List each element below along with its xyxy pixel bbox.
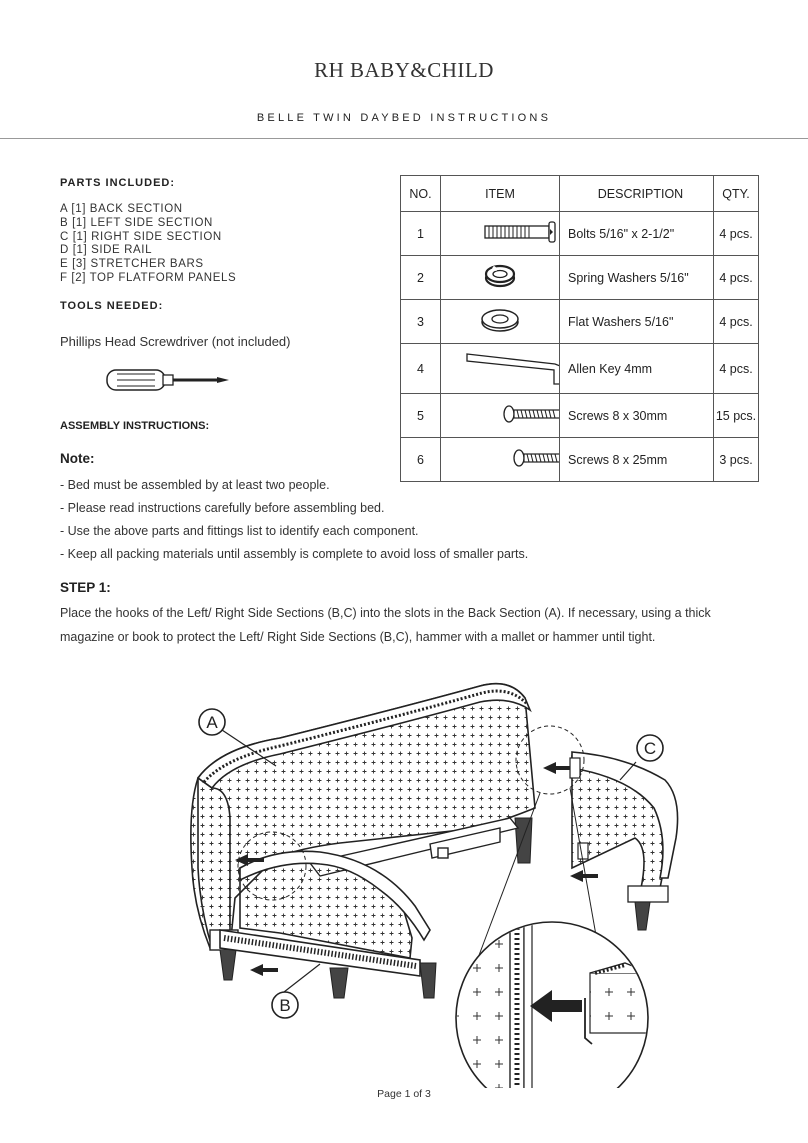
bolt-icon — [441, 212, 559, 252]
parts-included-heading: PARTS INCLUDED: — [60, 177, 176, 189]
tools-needed-heading: TOOLS NEEDED: — [60, 300, 164, 312]
document-title: BELLE TWIN DAYBED INSTRUCTIONS — [256, 112, 552, 124]
header-item: ITEM — [441, 176, 560, 212]
table-row — [401, 212, 759, 256]
row-item — [441, 344, 560, 394]
row-description: Screws 8 x 25mm — [560, 438, 714, 482]
tool-text: Phillips Head Screwdriver (not included) — [60, 334, 291, 349]
screw-30mm-icon — [441, 394, 559, 434]
row-qty: 4 pcs. — [714, 256, 759, 300]
row-qty: 4 pcs. — [714, 212, 759, 256]
table-row — [401, 300, 759, 344]
step-1-heading: STEP 1: — [60, 580, 111, 595]
brand-logo: RH BABY&CHILD — [314, 58, 494, 82]
list-item: D [1] SIDE RAIL — [60, 244, 153, 257]
row-no: 3 — [401, 300, 441, 344]
assembly-instructions-heading: ASSEMBLY INSTRUCTIONS: — [60, 420, 210, 432]
list-item: B [1] LEFT SIDE SECTION — [60, 216, 213, 229]
row-qty: 15 pcs. — [714, 394, 759, 438]
left-side-section-b — [220, 851, 436, 998]
row-description: Bolts 5/16" x 2-1/2" — [560, 212, 714, 256]
list-item: - Please read instructions carefully before assembling bed. — [60, 501, 385, 515]
row-no: 2 — [401, 256, 441, 300]
note-list — [60, 474, 528, 566]
note-heading: Note: — [60, 451, 95, 466]
screw-25mm-icon — [441, 438, 559, 478]
list-item: - Use the above parts and fittings list to identify each component. — [60, 524, 419, 538]
label-a-text: A — [206, 713, 218, 732]
table-row — [401, 394, 759, 438]
zoom-detail — [450, 918, 650, 1088]
label-b-text: B — [279, 996, 291, 1015]
row-no: 1 — [401, 212, 441, 256]
flat-washer-icon — [441, 300, 559, 340]
spring-washer-icon — [441, 256, 559, 296]
row-no: 6 — [401, 438, 441, 482]
list-item: C [1] RIGHT SIDE SECTION — [60, 230, 222, 243]
parts-table — [400, 175, 759, 482]
list-item: F [2] TOP FLATFORM PANELS — [60, 271, 237, 284]
list-item: - Bed must be assembled by at least two people. — [60, 478, 330, 492]
table-row — [401, 256, 759, 300]
header-description: DESCRIPTION — [560, 176, 714, 212]
header-qty: QTY. — [714, 176, 759, 212]
page-number: Page 1 of 3 — [377, 1088, 431, 1100]
list-item: - Keep all packing materials until assembly is complete to avoid loss of smaller parts. — [60, 547, 529, 561]
label-c-text: C — [643, 739, 657, 758]
row-qty: 4 pcs. — [714, 344, 759, 394]
row-description: Screws 8 x 30mm — [560, 394, 714, 438]
row-qty: 3 pcs. — [714, 438, 759, 482]
list-item: E [3] STRETCHER BARS — [60, 258, 204, 271]
row-item — [441, 394, 560, 438]
assembly-diagram — [180, 668, 680, 1088]
table-header-row — [401, 176, 759, 212]
allen-key-icon — [441, 344, 559, 390]
row-description: Allen Key 4mm — [560, 344, 714, 394]
header-divider — [0, 138, 808, 139]
row-item — [441, 256, 560, 300]
header-no: NO. — [401, 176, 441, 212]
row-item — [441, 300, 560, 344]
row-description: Spring Washers 5/16" — [560, 256, 714, 300]
row-no: 4 — [401, 344, 441, 394]
row-description: Flat Washers 5/16" — [560, 300, 714, 344]
row-no: 5 — [401, 394, 441, 438]
step-1-text: Place the hooks of the Left/ Right Side Sections (B,C) into the slots in the Back Section (A). If necessary, using a thick magazine or book to protect the Left/ Right Side Sections (B,C), hammer with a mallet or hammer until tight. — [60, 606, 711, 644]
screwdriver-icon — [105, 366, 235, 394]
list-item: A [1] BACK SECTION — [60, 203, 183, 215]
row-qty: 4 pcs. — [714, 300, 759, 344]
right-side-section-c — [570, 752, 678, 930]
row-item — [441, 212, 560, 256]
parts-list — [60, 203, 236, 286]
table-row — [401, 344, 759, 394]
